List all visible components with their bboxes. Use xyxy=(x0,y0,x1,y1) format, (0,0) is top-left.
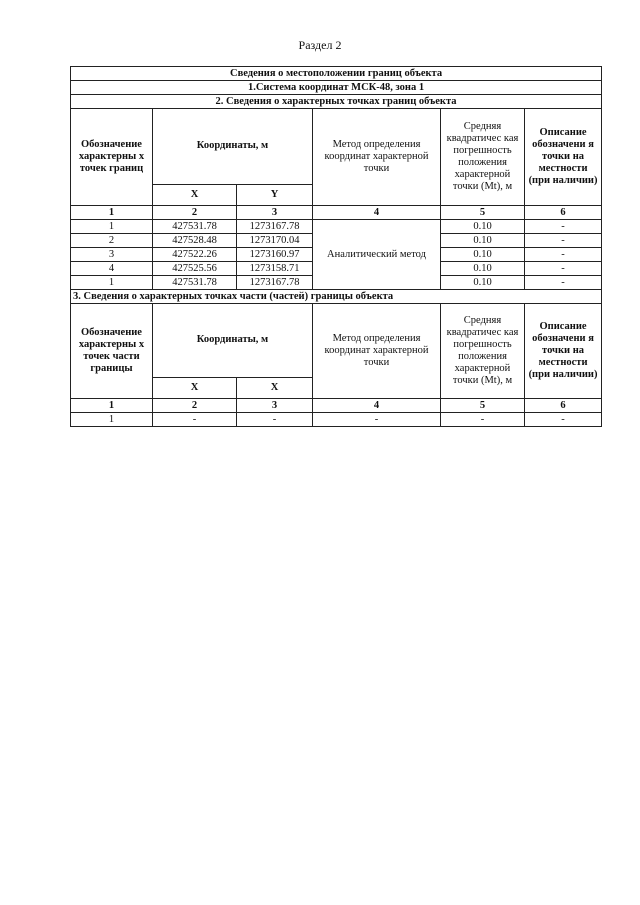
description-value: - xyxy=(525,413,602,427)
header-designation: Обозначение характерны х точек границ xyxy=(71,109,153,206)
col-number: 5 xyxy=(441,399,525,413)
col-number: 2 xyxy=(153,399,237,413)
error-value: 0.10 xyxy=(441,276,525,290)
header-coords: Координаты, м xyxy=(153,109,313,185)
error-value: 0.10 xyxy=(441,234,525,248)
header-x: X xyxy=(153,184,237,205)
error-value: 0.10 xyxy=(441,248,525,262)
description-value: - xyxy=(525,276,602,290)
col-number: 3 xyxy=(237,399,313,413)
coord-x: 427522.26 xyxy=(153,248,237,262)
coord-x: 427531.78 xyxy=(153,220,237,234)
col-number: 1 xyxy=(71,206,153,220)
col-number: 4 xyxy=(313,399,441,413)
description-value: - xyxy=(525,220,602,234)
coord-x: 427528.48 xyxy=(153,234,237,248)
column-numbers-row xyxy=(71,399,602,413)
point-number: 4 xyxy=(71,262,153,276)
coord-x: - xyxy=(153,413,237,427)
col-number: 4 xyxy=(313,206,441,220)
part3-heading: 3. Сведения о характерных точках части (частей) границы объекта xyxy=(71,290,602,304)
boundary-table xyxy=(70,66,602,427)
table-row xyxy=(71,220,602,234)
col-number: 3 xyxy=(237,206,313,220)
coord-y: 1273158.71 xyxy=(237,262,313,276)
coord-y: 1273167.78 xyxy=(237,220,313,234)
col-number: 6 xyxy=(525,399,602,413)
table-title: Сведения о местоположении границ объекта xyxy=(71,67,602,81)
point-number: 1 xyxy=(71,220,153,234)
method-value: - xyxy=(313,413,441,427)
description-value: - xyxy=(525,234,602,248)
point-number: 1 xyxy=(71,413,153,427)
method-cell: Аналитический метод xyxy=(313,220,441,290)
coord-y: 1273167.78 xyxy=(237,276,313,290)
header-error: Средняя квадратичес кая погрешность положения характерной точки (Mt), м xyxy=(441,109,525,206)
coord-y: 1273160.97 xyxy=(237,248,313,262)
error-value: 0.10 xyxy=(441,220,525,234)
point-number: 3 xyxy=(71,248,153,262)
header-method: Метод определения координат характерной точки xyxy=(313,109,441,206)
part2-heading: 2. Сведения о характерных точках границ объекта xyxy=(71,95,602,109)
col-number: 1 xyxy=(71,399,153,413)
section-label: Раздел 2 xyxy=(298,38,342,52)
table-row xyxy=(71,413,602,427)
header-y: X xyxy=(237,377,313,398)
point-number: 1 xyxy=(71,276,153,290)
error-value: 0.10 xyxy=(441,262,525,276)
header-y: Y xyxy=(237,184,313,205)
error-value: - xyxy=(441,413,525,427)
header-error: Средняя квадратичес кая погрешность положения характерной точки (Mt), м xyxy=(441,304,525,399)
col-number: 2 xyxy=(153,206,237,220)
coord-x: 427531.78 xyxy=(153,276,237,290)
col-number: 6 xyxy=(525,206,602,220)
coord-x: 427525.56 xyxy=(153,262,237,276)
header-designation: Обозначение характерны х точек части границы xyxy=(71,304,153,399)
header-x: X xyxy=(153,377,237,398)
col-number: 5 xyxy=(441,206,525,220)
column-numbers-row xyxy=(71,206,602,220)
header-description: Описание обозначени я точки на местности (при наличии) xyxy=(525,109,602,206)
header-method: Метод определения координат характерной точки xyxy=(313,304,441,399)
coord-y: - xyxy=(237,413,313,427)
description-value: - xyxy=(525,248,602,262)
description-value: - xyxy=(525,262,602,276)
header-coords: Координаты, м xyxy=(153,304,313,378)
coord-system: 1.Система координат МСК-48, зона 1 xyxy=(71,81,602,95)
point-number: 2 xyxy=(71,234,153,248)
header-description: Описание обозначени я точки на местности (при наличии) xyxy=(525,304,602,399)
coord-y: 1273170.04 xyxy=(237,234,313,248)
